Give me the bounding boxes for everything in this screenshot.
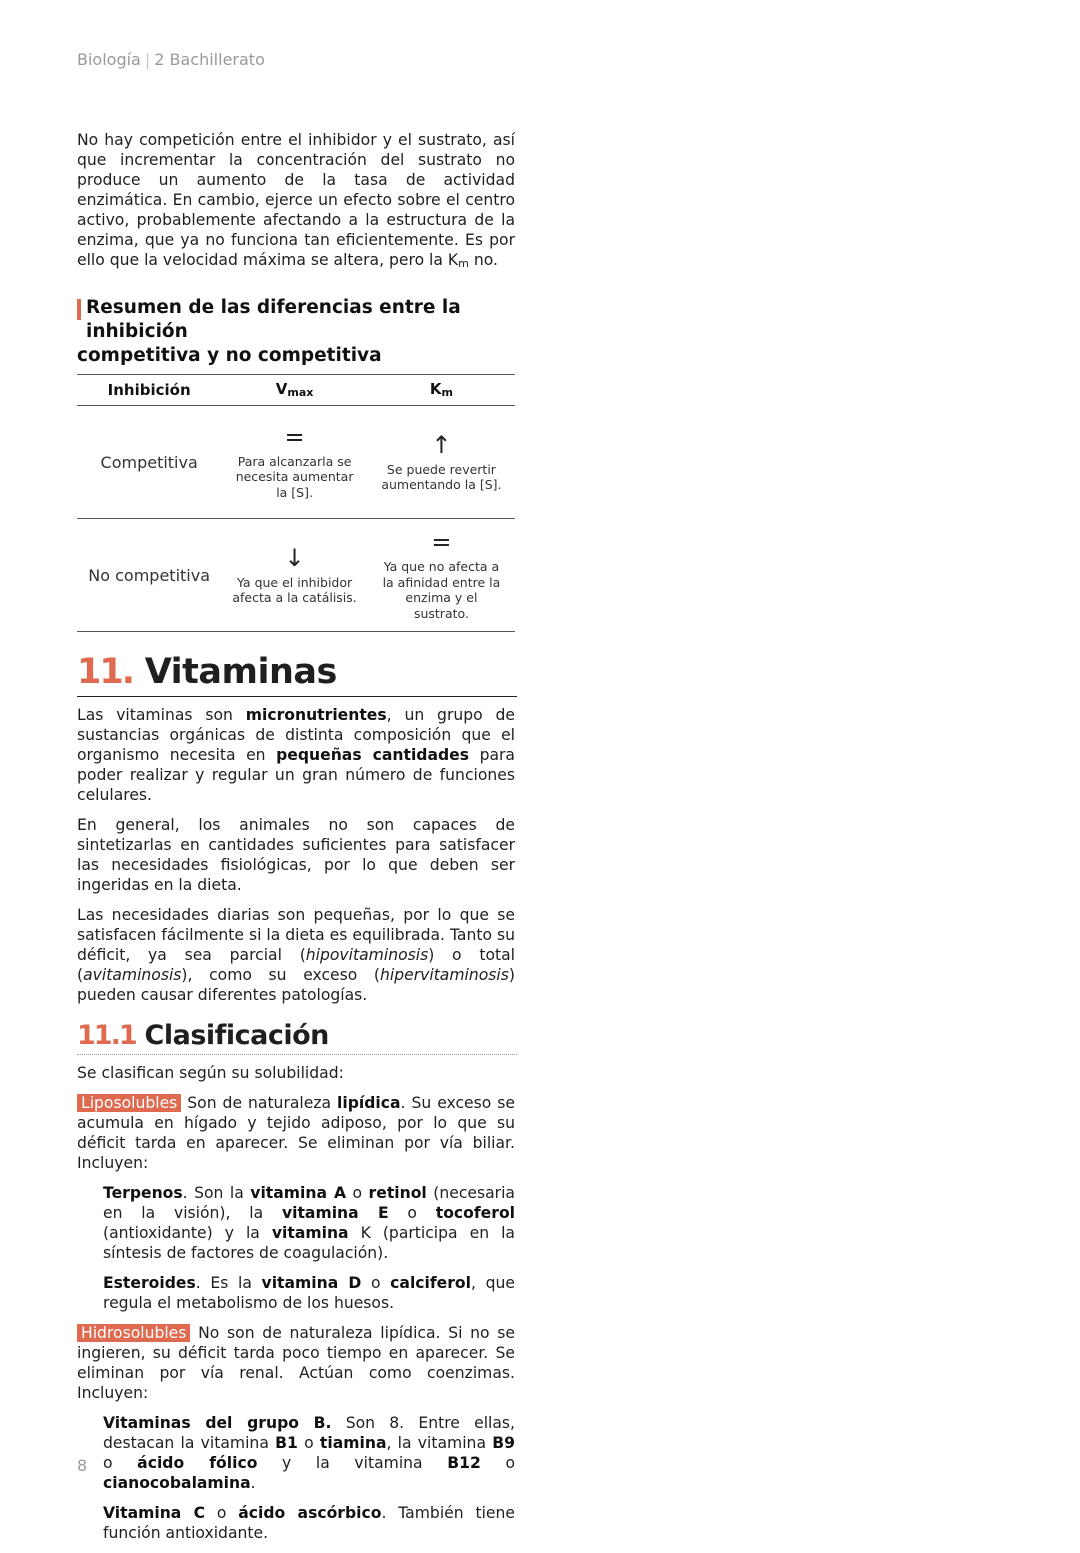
vmax-cell: = Para alcanzarla se necesita aumentar la [S].: [221, 406, 368, 519]
liposolubles-paragraph: Liposolubles Son de naturaleza lipídica. Su exceso se acumula en hígado y tejido adiposo, por lo que su déficit tarda en aparecer. Se eliminan por vía biliar. Incluyen:: [77, 1094, 515, 1172]
vitamina-c-paragraph: Vitamina C o ácido ascórbico. También tiene función antioxidante.: [103, 1504, 515, 1542]
table-row: [77, 519, 515, 632]
subsection-heading: 11.1 Clasificación: [77, 1019, 517, 1055]
page-number: 8: [77, 1456, 88, 1475]
vmax-cell: ↓ Ya que el inhibidor afecta a la catálisis.: [221, 519, 368, 632]
hidrosolubles-paragraph: Hidrosolubles No son de naturaleza lipídica. Si no se ingieren, su déficit tarda poco tiempo en aparecer. Se eliminan por vía renal. Actúan como coenzimas. Incluyen:: [77, 1324, 515, 1402]
section-heading: 11. Vitaminas: [77, 650, 517, 697]
km-cell: ↑ Se puede revertir aumentando la [S].: [368, 406, 515, 519]
vitamins-paragraph-3: Las necesidades diarias son pequeñas, por lo que se satisfacen fácilmente si la dieta es equilibrada. Tanto su déficit, ya sea parcial (hipovitaminosis) o total (avitaminosis), como su exceso (hipervitaminosis) pueden causar diferentes patologías.: [77, 906, 515, 1004]
equal-icon: =: [431, 528, 452, 556]
terpenos-paragraph: Terpenos. Son la vitamina A o retinol (necesaria en la visión), la vitamina E o tocoferol (antioxidante) y la vitamina K (participa en la síntesis de factores de coagulación).: [103, 1184, 515, 1262]
arrow-up-icon: ↑: [431, 430, 452, 459]
page-header: Biología | 2 Bachillerato: [77, 50, 265, 69]
equal-icon: =: [284, 422, 305, 451]
classification-intro: Se clasifican según su solubilidad:: [77, 1064, 344, 1082]
esteroides-paragraph: Esteroides. Es la vitamina D o calciferol, que regula el metabolismo de los huesos.: [103, 1274, 515, 1312]
vitamins-paragraph-1: Las vitaminas son micronutrientes, un grupo de sustancias orgánicas de distinta composición que el organismo necesita en pequeñas cantidades para poder realizar y regular un gran número de funciones celulares.: [77, 706, 516, 804]
table-row: [77, 406, 515, 519]
course-label: 2 Bachillerato: [154, 50, 265, 69]
intro-paragraph: No hay competición entre el inhibidor y el sustrato, así que incrementar la concentración del sustrato no produce un aumento de la tasa de actividad enzimática. En cambio, ejerce un efecto sobre el centro activo, probablemente afectando a la estructura de la enzima, que ya no funciona tan eficientemente. Es por ello que la velocidad máxima se altera, pero la Km no.: [77, 131, 515, 270]
arrow-down-icon: ↓: [284, 543, 305, 572]
table-header-row: [77, 375, 515, 406]
grupo-b-paragraph: Vitaminas del grupo B. Son 8. Entre ellas, destacan la vitamina B1 o tiamina, la vitamina B9 o ácido fólico y la vitamina B12 o cianocobalamina.: [103, 1414, 516, 1492]
liposolubles-tag: Liposolubles: [77, 1094, 181, 1112]
vitamins-paragraph-2: En general, los animales no son capaces de sintetizarlas en cantidades suficientes para satisfacer las necesidades fisiológicas, por lo que deben ser ingeridas en la dieta.: [77, 816, 515, 894]
header-vmax: Vmax: [221, 375, 368, 406]
header-km: Km: [368, 375, 515, 406]
main-column: [77, 130, 515, 1553]
header-inhibition: Inhibición: [77, 375, 221, 406]
summary-table: [77, 374, 515, 632]
subject-label: Biología: [77, 50, 141, 69]
summary-title: Resumen de las diferencias entre la inhibición competitiva y no competitiva: [77, 296, 515, 368]
row-label: Competitiva: [77, 406, 221, 519]
row-label: No competitiva: [77, 519, 221, 632]
km-cell: = Ya que no afecta a la afinidad entre la enzima y el sustrato.: [368, 519, 515, 632]
hidrosolubles-tag: Hidrosolubles: [77, 1324, 190, 1342]
